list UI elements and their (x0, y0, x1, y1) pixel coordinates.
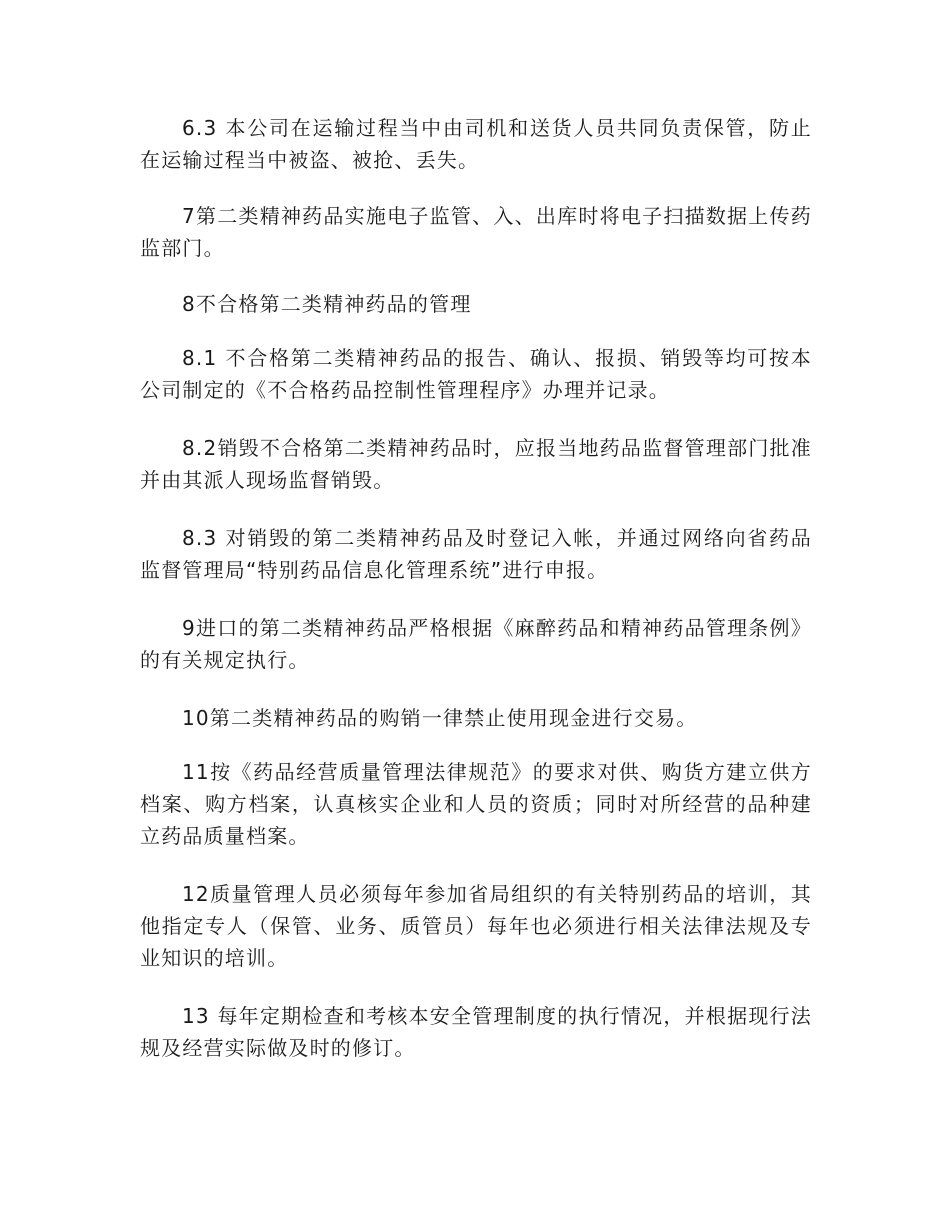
paragraph-11: 11按《药品经营质量管理法律规范》的要求对供、购货方建立供方档案、购方档案，认真核实企业和人员的资质；同时对所经营的品种建立药品质量档案。 (140, 760, 812, 848)
paragraph-12: 12质量管理人员必须每年参加省局组织的有关特别药品的培训，其他指定专人（保管、业务、质管员）每年也必须进行相关法律法规及专业知识的培训。 (140, 882, 812, 970)
paragraph-9: 9进口的第二类精神药品严格根据《麻醉药品和精神药品管理条例》的有关规定执行。 (140, 616, 812, 672)
paragraph-7: 7第二类精神药品实施电子监管、入、出库时将电子扫描数据上传药监部门。 (140, 204, 812, 260)
paragraph-6-3: 6.3 本公司在运输过程当中由司机和送货人员共同负责保管，防止在运输过程当中被盗、被抢、丢失。 (140, 116, 812, 172)
paragraph-8-2: 8.2销毁不合格第二类精神药品时，应报当地药品监督管理部门批准并由其派人现场监督销毁。 (140, 436, 812, 492)
paragraph-10: 10第二类精神药品的购销一律禁止使用现金进行交易。 (182, 706, 698, 730)
paragraph-8-1: 8.1 不合格第二类精神药品的报告、确认、报损、销毁等均可按本公司制定的《不合格药品控制性管理程序》办理并记录。 (140, 346, 812, 402)
paragraph-8-3: 8.3 对销毁的第二类精神药品及时登记入帐，并通过网络向省药品监督管理局“特别药品信息化管理系统”进行申报。 (140, 526, 812, 582)
paragraph-13: 13 每年定期检查和考核本安全管理制度的执行情况，并根据现行法规及经营实际做及时的修订。 (140, 1004, 812, 1060)
paragraph-8: 8不合格第二类精神药品的管理 (182, 292, 472, 316)
